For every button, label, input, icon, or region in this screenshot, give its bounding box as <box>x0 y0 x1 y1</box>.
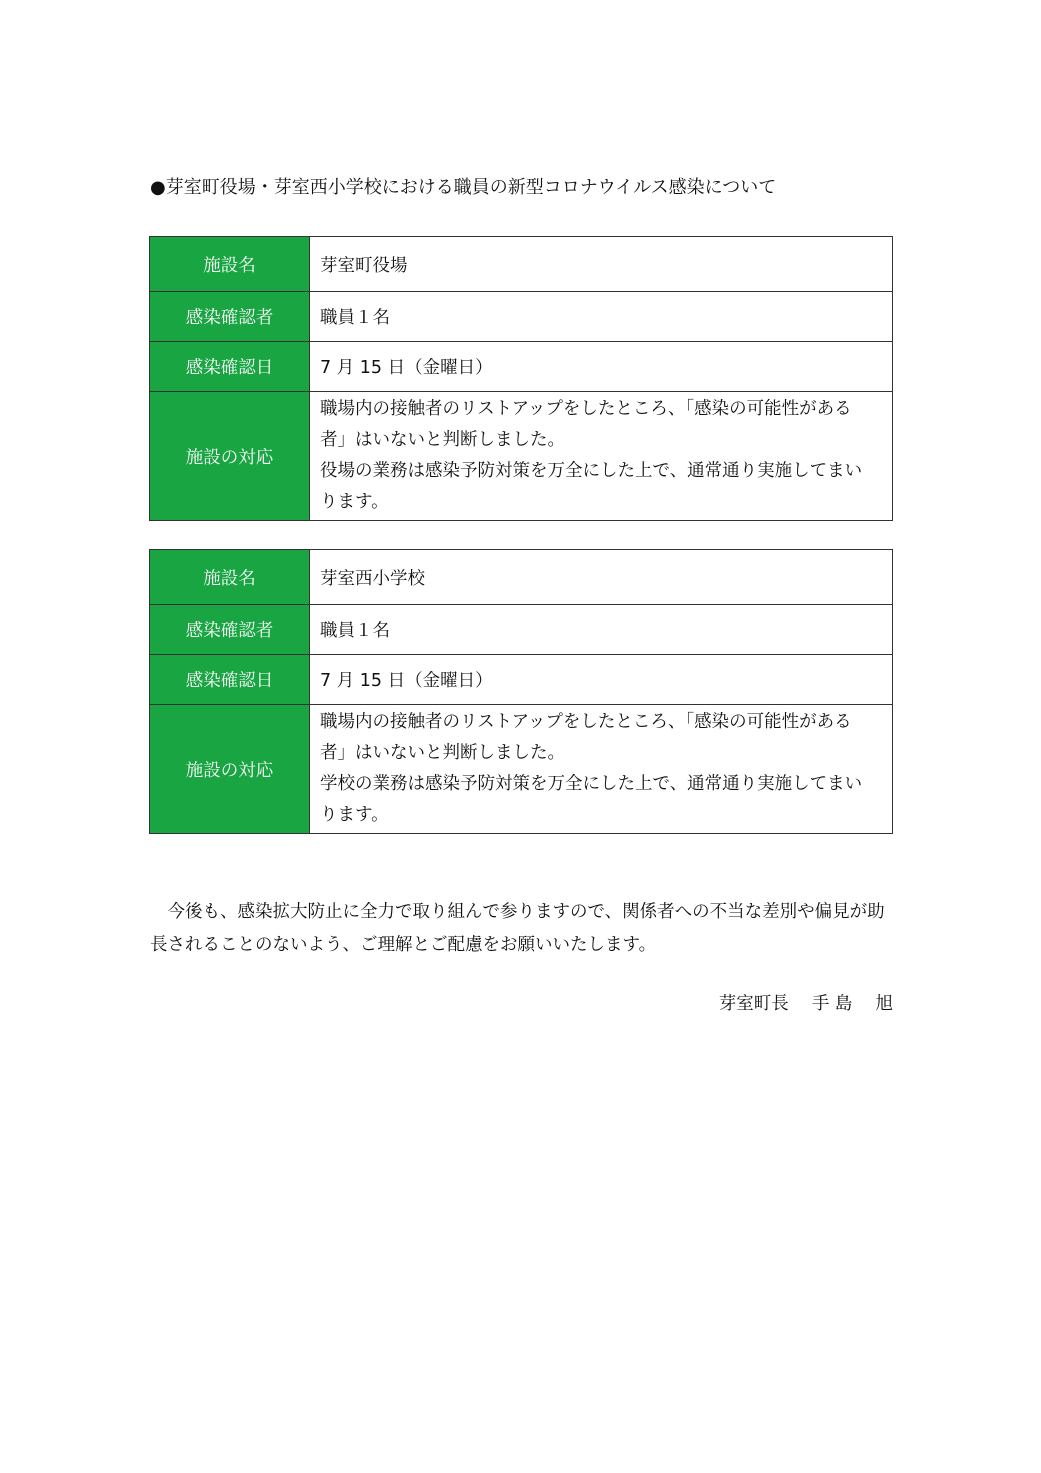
confirmation-date-value: 7 月 15 日（金曜日） <box>310 655 893 705</box>
facility-table-town-hall <box>149 236 893 521</box>
facility-name-value: 芽室町役場 <box>310 237 893 292</box>
document-title: ●芽室町役場・芽室西小学校における職員の新型コロナウイルス感染について <box>150 177 777 198</box>
response-line: 役場の業務は感染予防対策を万全にした上で、通常通り実施してまい <box>320 461 863 481</box>
confirmation-date-value: 7 月 15 日（金曜日） <box>310 342 893 392</box>
response-line: 職場内の接触者のリストアップをしたところ、「感染の可能性がある <box>320 712 852 732</box>
response-line: 学校の業務は感染予防対策を万全にした上で、通常通り実施してまい <box>320 774 863 794</box>
infected-person-value: 職員１名 <box>310 605 893 655</box>
infected-person-label: 感染確認者 <box>150 292 310 342</box>
response-line: ります。 <box>320 492 389 512</box>
facility-response-value <box>310 705 893 834</box>
response-line: 職場内の接触者のリストアップをしたところ、「感染の可能性がある <box>320 399 852 419</box>
response-line: 者」はいないと判断しました。 <box>320 743 565 763</box>
confirmation-date-label: 感染確認日 <box>150 342 310 392</box>
facility-response-label: 施設の対応 <box>150 705 310 834</box>
closing-notice <box>150 896 895 962</box>
facility-table-school <box>149 549 893 834</box>
facility-response-label: 施設の対応 <box>150 392 310 521</box>
response-line: ります。 <box>320 805 389 825</box>
facility-response-value <box>310 392 893 521</box>
facility-name-label: 施設名 <box>150 237 310 292</box>
notice-line: 長されることのないよう、ご理解とご配慮をお願いいたします。 <box>150 935 657 955</box>
infected-person-label: 感染確認者 <box>150 605 310 655</box>
infected-person-value: 職員１名 <box>310 292 893 342</box>
response-line: 者」はいないと判断しました。 <box>320 430 565 450</box>
notice-line: 今後も、感染拡大防止に全力で取り組んで参りますので、関係者への不当な差別や偏見が助 <box>150 902 885 922</box>
facility-name-value: 芽室西小学校 <box>310 550 893 605</box>
confirmation-date-label: 感染確認日 <box>150 655 310 705</box>
mayor-signature: 芽室町長 手 島 旭 <box>718 994 893 1014</box>
facility-name-label: 施設名 <box>150 550 310 605</box>
